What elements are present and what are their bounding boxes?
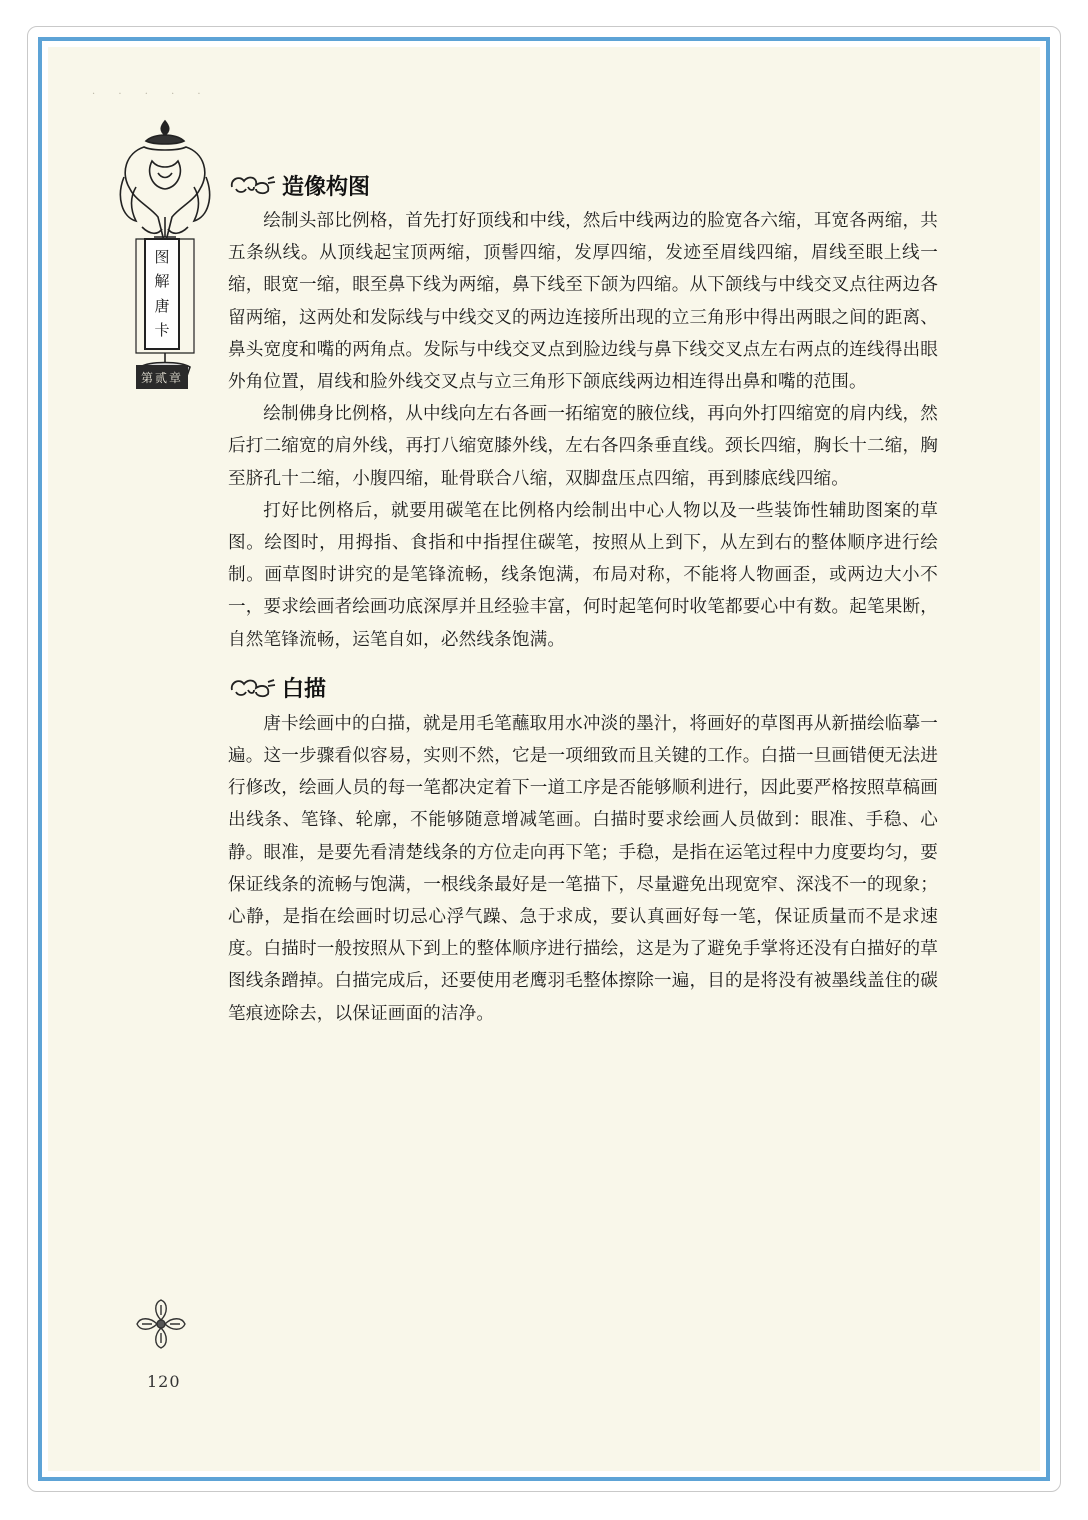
cloud-scroll-icon bbox=[228, 173, 278, 197]
vajra-icon bbox=[134, 1297, 188, 1351]
section-heading-1 bbox=[228, 165, 938, 205]
title-char-4: 卡 bbox=[154, 321, 170, 340]
page-number: 120 bbox=[147, 1372, 181, 1391]
section-heading-2 bbox=[228, 668, 938, 708]
cloud-scroll-icon bbox=[228, 676, 278, 700]
paragraph: 绘制头部比例格，首先打好顶线和中线，然后中线两边的脸宽各六缩，耳宽各两缩，共五条纵线。从顶线起宝顶两缩，顶髻四缩，发厚四缩，发迹至眉线四缩，眉线至眼上线一缩，眼宽一缩，眼至鼻下线为两缩，鼻下线至下颌为四缩。从下颌线与中线交叉点往两边各留两缩，这两处和发际线与中线交叉的两边连接所出现的立三角形中得出两眼之间的距离、鼻头宽度和嘴的两角点。发际与中线交叉点到脸边线与鼻下线交叉点左右两点的连线得出眼外角位置，眉线和脸外线交叉点与立三角形下颌底线两边相连得出鼻和嘴的范围。 bbox=[228, 211, 938, 393]
title-char-2: 解 bbox=[154, 272, 170, 291]
title-char-1: 图 bbox=[154, 247, 170, 266]
chapter-label: 第贰章 bbox=[136, 365, 188, 389]
book-title-label bbox=[144, 238, 180, 350]
decorative-dots: · · · · · bbox=[92, 89, 211, 100]
paragraph: 打好比例格后，就要用碳笔在比例格内绘制出中心人物以及一些装饰性辅助图案的草图。绘图时，用拇指、食指和中指捏住碳笔，按照从上到下，从左到右的整体顺序进行绘制。画草图时讲究的是笔锋流畅，线条饱满，布局对称，不能将人物画歪，或两边大小不一，要求绘画者绘画功底深厚并且经验丰富，何时起笔何时收笔都要心中有数。起笔果断，自然笔锋流畅，运笔自如，必然线条饱满。 bbox=[228, 500, 938, 650]
paragraph: 唐卡绘画中的白描，就是用毛笔蘸取用水冲淡的墨汁，将画好的草图再从新描绘临摹一遍。这一步骤看似容易，实则不然，它是一项细致而且关键的工作。白描一旦画错便无法进行修改，绘画人员的每一笔都决定着下一道工序是否能够顺利进行，因此要严格按照草稿画出线条、笔锋、轮廓，不能够随意增减笔画。白描时要求绘画人员做到：眼准、手稳、心静。眼准，是要先看清楚线条的方位走向再下笔；手稳，是指在运笔过程中力度要均匀，要保证线条的流畅与饱满，一根线条最好是一笔描下，尽量避免出现宽窄、深浅不一的现象；心静，是指在绘画时切忌心浮气躁、急于求成，要认真画好每一笔，保证质量而不是求速度。白描时一般按照从下到上的整体顺序进行描绘，这是为了避免手掌将还没有白描好的草图线条蹭掉。白描完成后，还要使用老鹰羽毛整体擦除一遍，目的是将没有被墨线盖住的碳笔痕迹除去，以保证画面的洁净。 bbox=[228, 713, 938, 1024]
book-page bbox=[48, 47, 1040, 1471]
section-title: 白描 bbox=[282, 677, 327, 703]
title-char-3: 唐 bbox=[154, 296, 170, 315]
section-title: 造像构图 bbox=[282, 174, 371, 200]
page-content bbox=[228, 165, 938, 1030]
paragraph: 绘制佛身比例格，从中线向左右各画一拓缩宽的腋位线，再向外打四缩宽的肩内线，然后打二缩宽的肩外线，再打八缩宽膝外线，左右各四条垂直线。颈长四缩，胸长十二缩，胸至脐孔十二缩，小腹四缩，耻骨联合八缩，双脚盘压点四缩，再到膝底线四缩。 bbox=[228, 404, 938, 489]
